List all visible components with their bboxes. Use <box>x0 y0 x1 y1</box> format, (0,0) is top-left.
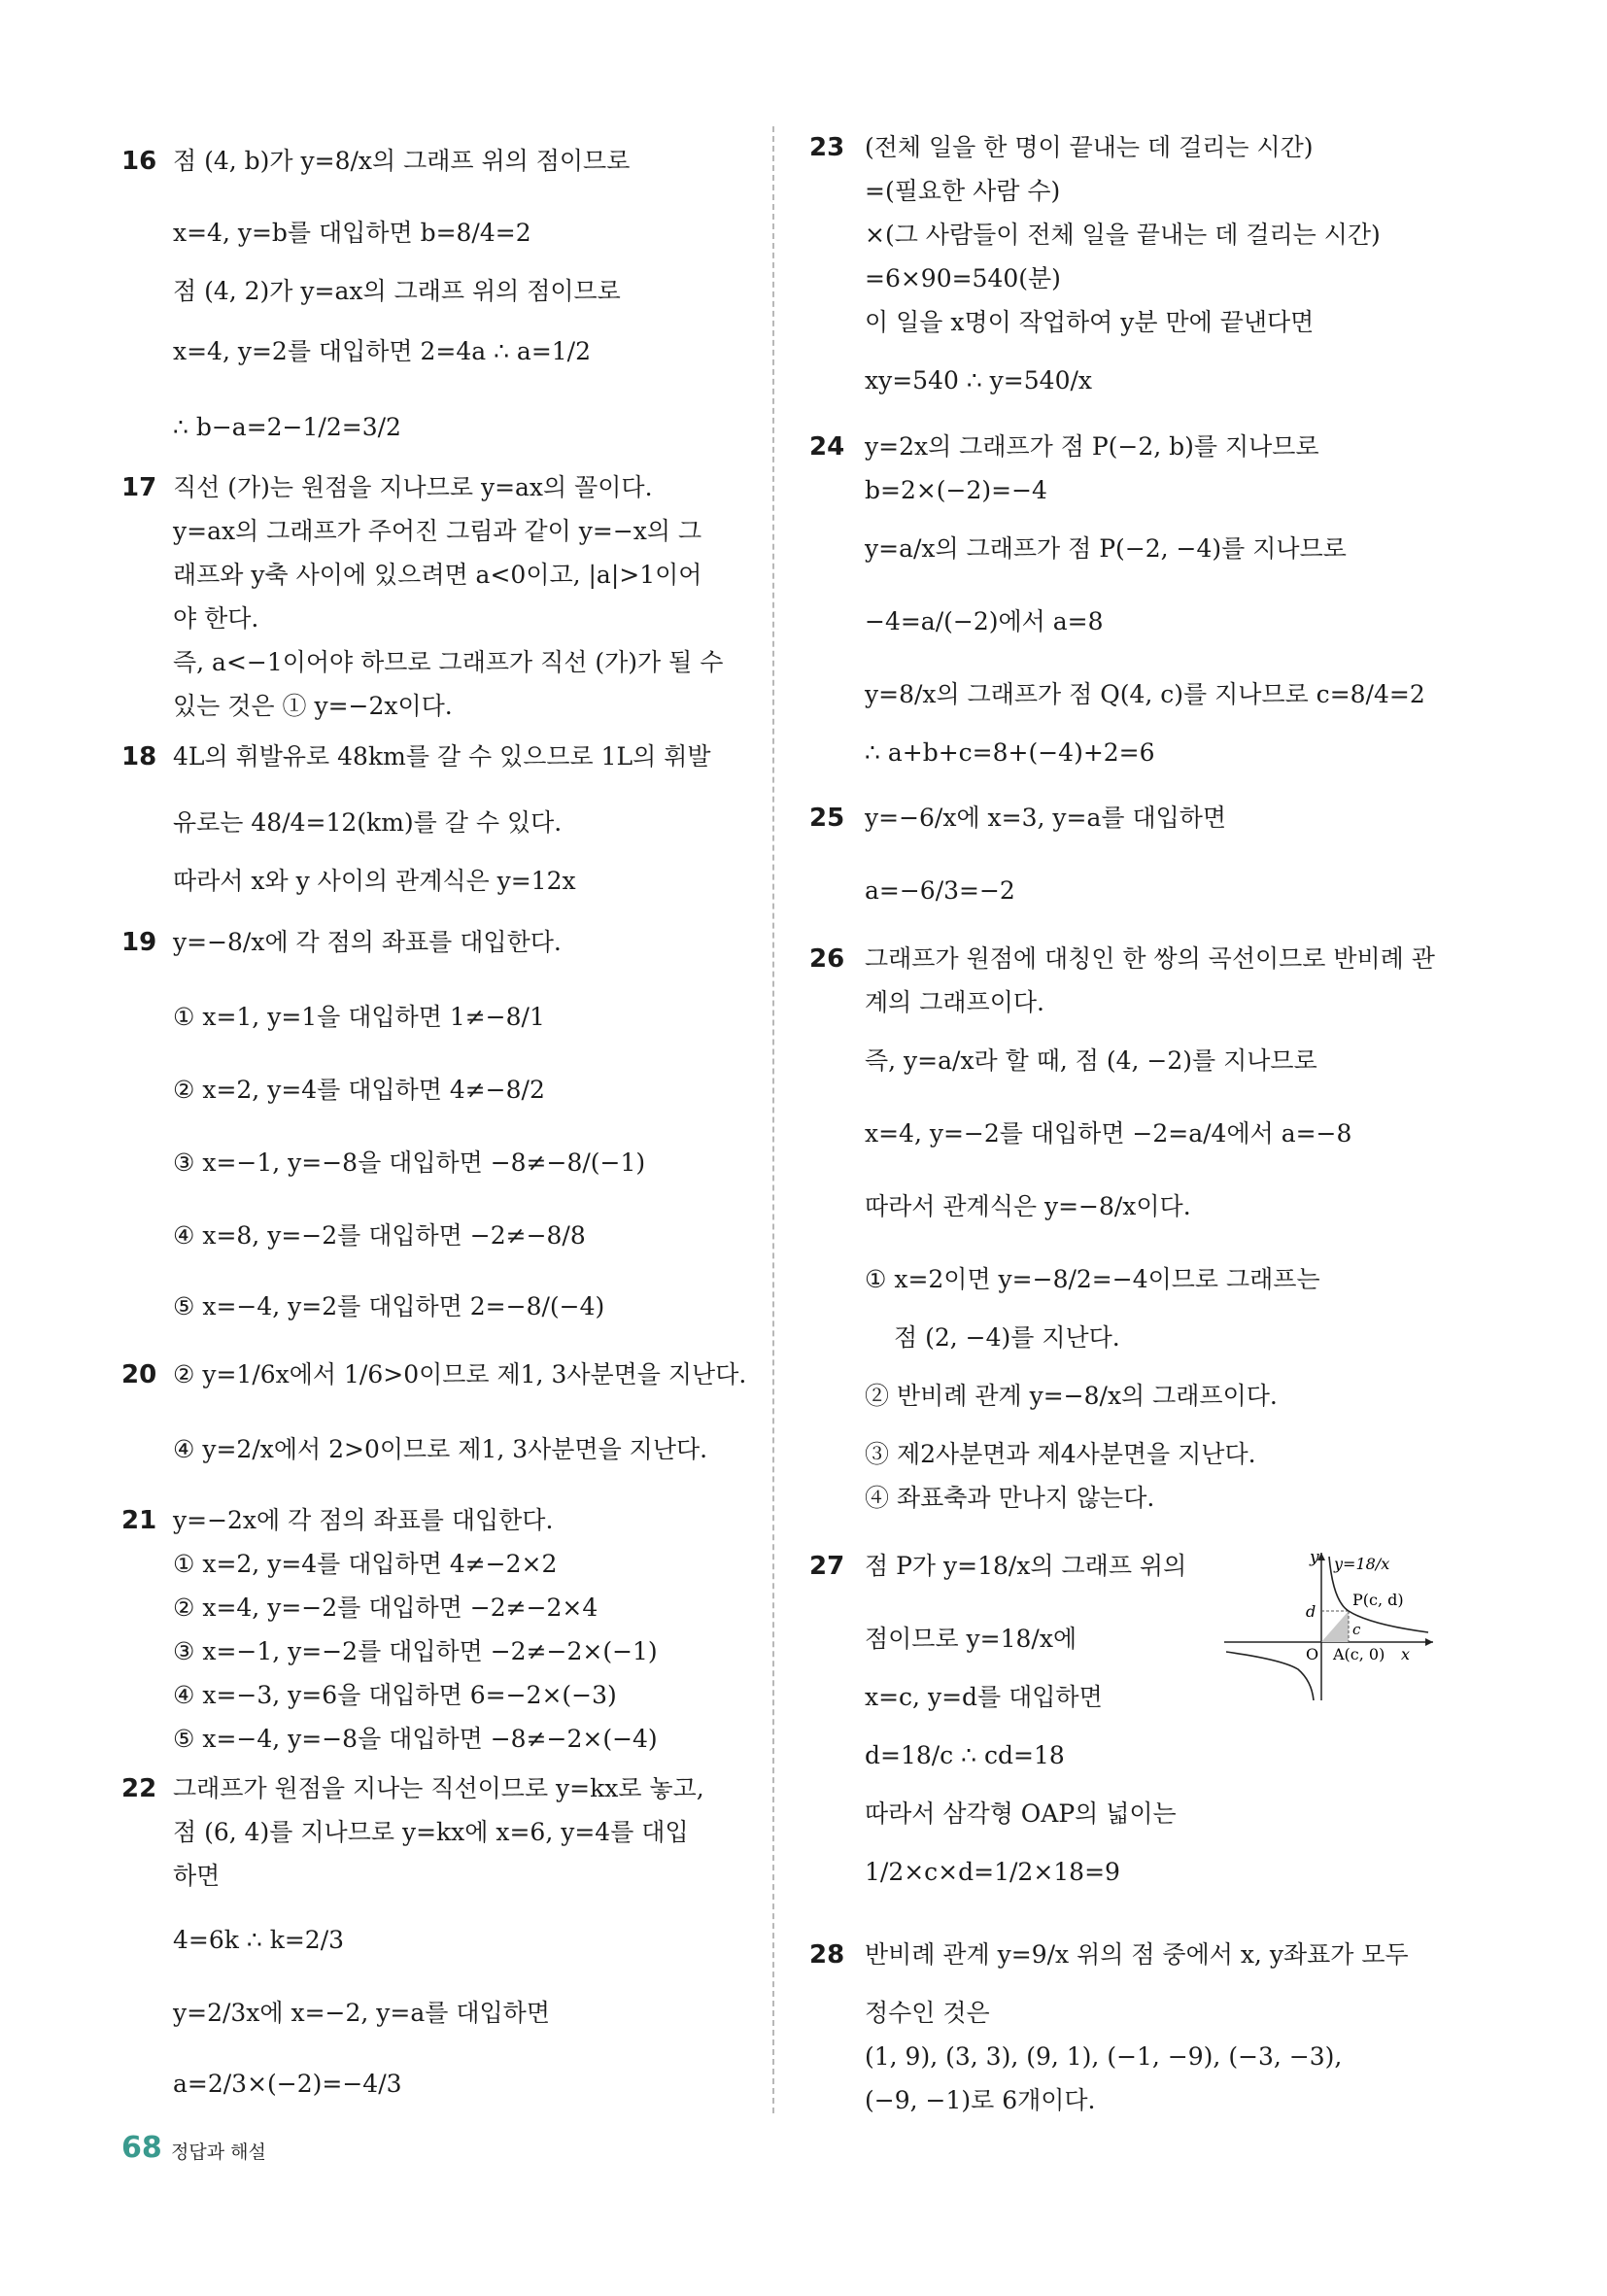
problem-number: 24 <box>809 432 845 462</box>
hyperbola-graph <box>1224 1545 1438 1700</box>
solution-line: ② 반비례 관계 y=−8/x의 그래프이다. <box>865 1382 1278 1410</box>
solution-line: 점 (4, 2)가 y=ax의 그래프 위의 점이므로 <box>173 277 621 305</box>
solution-line: ② y=1/6x에서 1/6>0이므로 제1, 3사분면을 지난다. <box>173 1360 747 1388</box>
problem-number: 28 <box>809 1940 845 1970</box>
problem-number: 22 <box>121 1774 157 1803</box>
solution-line: 유로는 48/4=12(km)를 갈 수 있다. <box>173 808 563 837</box>
solution-line: −4=a/(−2)에서 a=8 <box>865 607 1104 635</box>
problem-number: 19 <box>121 928 157 957</box>
solution-line: a=2/3×(−2)=−4/3 <box>173 2070 402 2098</box>
graph-x-label: x <box>1401 1645 1411 1663</box>
solution-line: ③ 제2사분면과 제4사분면을 지난다. <box>865 1440 1256 1468</box>
problem-number: 18 <box>121 742 157 771</box>
solution-line: 4L의 휘발유로 48km를 갈 수 있으므로 1L의 휘발 <box>173 742 711 771</box>
solution-line: (1, 9), (3, 3), (9, 1), (−1, −9), (−3, −3), <box>865 2042 1343 2071</box>
solution-line: 하면 <box>173 1862 221 1890</box>
solution-line: a=−6/3=−2 <box>865 876 1015 905</box>
solution-line: ② x=4, y=−2를 대입하면 −2≠−2×4 <box>173 1593 598 1622</box>
solution-line: ① x=2이면 y=−8/2=−4이므로 그래프는 <box>865 1265 1320 1293</box>
solution-line: ① x=1, y=1을 대입하면 1≠−8/1 <box>173 1003 545 1031</box>
section-title: 정답과 해설 <box>171 2142 266 2163</box>
graph-origin: O <box>1306 1645 1319 1663</box>
solution-line: y=−2x에 각 점의 좌표를 대입한다. <box>173 1506 554 1534</box>
solution-line: ⑤ x=−4, y=2를 대입하면 2=−8/(−4) <box>173 1292 605 1320</box>
solution-line: ① x=2, y=4를 대입하면 4≠−2×2 <box>173 1550 558 1578</box>
graph-c-label: c <box>1352 1621 1361 1638</box>
problem-number: 17 <box>121 473 157 502</box>
solution-line: x=4, y=b를 대입하면 b=8/4=2 <box>173 219 531 247</box>
solution-line: 점 (6, 4)를 지나므로 y=kx에 x=6, y=4를 대입 <box>173 1818 689 1846</box>
solution-line: ∴ a+b+c=8+(−4)+2=6 <box>865 738 1155 767</box>
problem-number: 20 <box>121 1360 157 1389</box>
solution-line: ×(그 사람들이 전체 일을 끝내는 데 걸리는 시간) <box>865 221 1381 249</box>
solution-line: 직선 (가)는 원점을 지나므로 y=ax의 꼴이다. <box>173 473 653 501</box>
solution-line: ④ x=−3, y=6을 대입하면 6=−2×(−3) <box>173 1681 617 1709</box>
solution-line: 있는 것은 ① y=−2x이다. <box>173 692 453 720</box>
solution-line: 즉, a<−1이어야 하므로 그래프가 직선 (가)가 될 수 <box>173 648 724 676</box>
graph-point-a: A(c, 0) <box>1333 1645 1385 1663</box>
solution-line: y=2x의 그래프가 점 P(−2, b)를 지나므로 <box>865 432 1319 461</box>
solution-line: ③ x=−1, y=−8을 대입하면 −8≠−8/(−1) <box>173 1148 646 1177</box>
solution-line: 계의 그래프이다. <box>865 988 1044 1016</box>
solution-line: ② x=2, y=4를 대입하면 4≠−8/2 <box>173 1076 545 1104</box>
triangle-oap <box>1321 1611 1349 1642</box>
solution-line: 래프와 y축 사이에 있으려면 a<0이고, |a|>1이어 <box>173 561 702 589</box>
solution-line: ③ x=−1, y=−2를 대입하면 −2≠−2×(−1) <box>173 1637 658 1665</box>
page-number: 68 <box>121 2131 162 2165</box>
problem-number: 21 <box>121 1506 157 1535</box>
solution-line: 그래프가 원점을 지나는 직선이므로 y=kx로 놓고, <box>173 1774 704 1802</box>
solution-line: 점 (2, −4)를 지난다. <box>894 1323 1120 1352</box>
curve-third-quadrant <box>1226 1652 1314 1700</box>
column-divider <box>772 126 774 2113</box>
solution-line: 정수인 것은 <box>865 1999 990 2027</box>
solution-line: x=c, y=d를 대입하면 <box>865 1683 1103 1711</box>
solution-line: 따라서 관계식은 y=−8/x이다. <box>865 1192 1191 1220</box>
solution-line: ∴ b−a=2−1/2=3/2 <box>173 413 401 441</box>
solution-line: =6×90=540(분) <box>865 264 1061 292</box>
solution-line: y=ax의 그래프가 주어진 그림과 같이 y=−x의 그 <box>173 517 702 545</box>
solution-line: ④ x=8, y=−2를 대입하면 −2≠−8/8 <box>173 1221 586 1250</box>
solution-line: (−9, −1)로 6개이다. <box>865 2086 1096 2114</box>
solution-line: 반비례 관계 y=9/x 위의 점 중에서 x, y좌표가 모두 <box>865 1940 1409 1969</box>
solution-line: x=4, y=2를 대입하면 2=4a ∴ a=1/2 <box>173 337 592 365</box>
problem-number: 16 <box>121 147 157 176</box>
solution-line: ⑤ x=−4, y=−8을 대입하면 −8≠−2×(−4) <box>173 1725 658 1753</box>
graph-point-p: P(c, d) <box>1352 1591 1404 1609</box>
solution-line: 따라서 x와 y 사이의 관계식은 y=12x <box>173 867 576 895</box>
problem-number: 26 <box>809 944 845 974</box>
solution-line: =(필요한 사람 수) <box>865 177 1061 205</box>
solution-line: 점 (4, b)가 y=8/x의 그래프 위의 점이므로 <box>173 147 631 175</box>
solution-line: 이 일을 x명이 작업하여 y분 만에 끝낸다면 <box>865 308 1315 336</box>
solution-line: 4=6k ∴ k=2/3 <box>173 1926 345 1954</box>
solution-line: ④ 좌표축과 만나지 않는다. <box>865 1484 1155 1512</box>
problem-number: 25 <box>809 804 845 833</box>
solution-line: 따라서 삼각형 OAP의 넓이는 <box>865 1799 1177 1828</box>
graph-y-label: y <box>1310 1548 1319 1567</box>
problem-number: 23 <box>809 133 845 162</box>
solution-line: 1/2×c×d=1/2×18=9 <box>865 1858 1120 1886</box>
solution-line: b=2×(−2)=−4 <box>865 476 1047 504</box>
graph-d-label: d <box>1306 1602 1316 1621</box>
solution-line: 점 P가 y=18/x의 그래프 위의 <box>865 1552 1187 1580</box>
solution-line: 즉, y=a/x라 할 때, 점 (4, −2)를 지나므로 <box>865 1046 1317 1075</box>
graph-curve-label: y=18/x <box>1334 1555 1390 1573</box>
solution-line: 점이므로 y=18/x에 <box>865 1625 1077 1653</box>
solution-line: y=2/3x에 x=−2, y=a를 대입하면 <box>173 1999 550 2027</box>
solution-line: y=8/x의 그래프가 점 Q(4, c)를 지나므로 c=8/4=2 <box>865 680 1425 708</box>
solution-line: 그래프가 원점에 대칭인 한 쌍의 곡선이므로 반비례 관 <box>865 944 1435 973</box>
solution-line: y=−8/x에 각 점의 좌표를 대입한다. <box>173 928 562 956</box>
solution-line: y=−6/x에 x=3, y=a를 대입하면 <box>865 804 1227 832</box>
solution-line: x=4, y=−2를 대입하면 −2=a/4에서 a=−8 <box>865 1119 1352 1148</box>
solution-line: 야 한다. <box>173 604 259 633</box>
solution-line: (전체 일을 한 명이 끝내는 데 걸리는 시간) <box>865 133 1314 161</box>
solution-line: d=18/c ∴ cd=18 <box>865 1741 1065 1769</box>
solution-line: y=a/x의 그래프가 점 P(−2, −4)를 지나므로 <box>865 534 1347 563</box>
solution-line: xy=540 ∴ y=540/x <box>865 366 1092 394</box>
problem-number: 27 <box>809 1552 845 1581</box>
solution-line: ④ y=2/x에서 2>0이므로 제1, 3사분면을 지난다. <box>173 1435 708 1463</box>
